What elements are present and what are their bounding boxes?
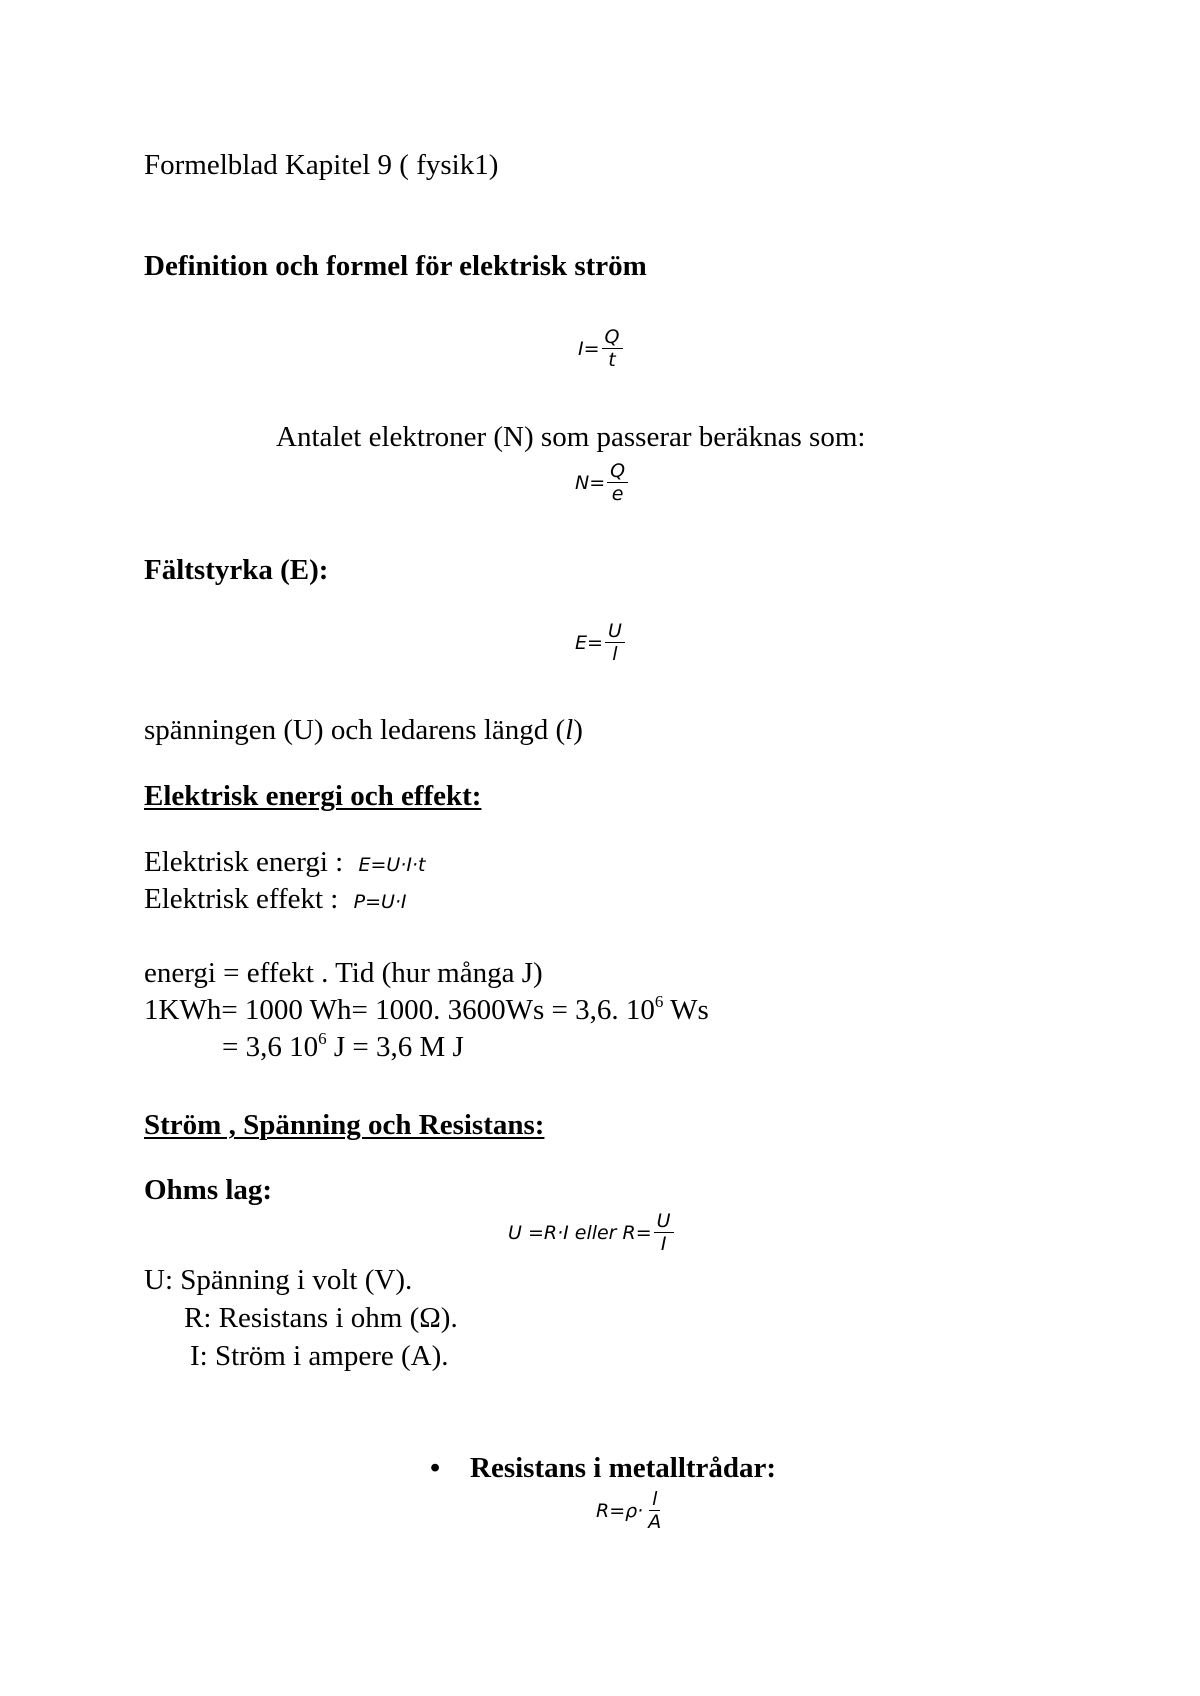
metal-resistance-item — [430, 1451, 776, 1485]
joule-text: = 3,6 10 — [222, 1031, 319, 1063]
formula-fraction — [607, 460, 628, 505]
formula-lhs: U =R·I eller R= — [508, 1221, 652, 1244]
formula-fraction — [605, 620, 625, 665]
ohms-law-heading: Ohms lag: — [144, 1174, 273, 1206]
ohms-law-formula — [508, 1210, 674, 1255]
fraction-numerator: l — [649, 1488, 660, 1511]
formula-lhs: E — [575, 631, 588, 654]
field-formula: E = $\frac{U}{l}$ — [575, 620, 625, 665]
energy-line — [144, 845, 425, 882]
exponent: 6 — [318, 1029, 327, 1048]
energy-heading: Elektrisk energi och effekt: — [144, 780, 482, 812]
energy-definition: energi = effekt . Tid (hur många J) — [144, 957, 543, 989]
document-title: Formelblad Kapitel 9 ( fysik1) — [144, 149, 499, 181]
field-heading: Fältstyrka (E): — [144, 554, 329, 586]
resistance-definition: R: Resistans i ohm (Ω). — [184, 1302, 458, 1334]
energy-label: Elektrisk energi : — [144, 846, 344, 878]
current-definition: I: Ström i ampere (A). — [190, 1340, 449, 1372]
fraction-denominator: e — [611, 483, 624, 505]
fraction-denominator: A — [648, 1511, 662, 1533]
current-formula: I = $\frac{Q}{t}$ — [578, 326, 623, 371]
power-formula: P=U·I — [353, 891, 407, 913]
formula-lhs: I — [578, 337, 584, 360]
formula-fraction — [602, 326, 623, 371]
fraction-numerator: Q — [602, 326, 623, 349]
formula-fraction — [654, 1210, 674, 1255]
current-heading: Definition och formel för elektrisk ström — [144, 250, 647, 282]
bullet: • — [430, 1452, 441, 1484]
exponent: 6 — [654, 992, 664, 1011]
power-label: Elektrisk effekt : — [144, 883, 339, 915]
power-line — [144, 882, 407, 919]
electron-count-formula: N = $\frac{Q}{e}$ — [575, 460, 628, 505]
fraction-denominator: I — [660, 1233, 667, 1255]
joule-conversion — [222, 1030, 464, 1064]
metal-resistance-formula — [596, 1488, 664, 1533]
fraction-numerator: Q — [607, 460, 628, 483]
formula-lhs: R=ρ· — [596, 1499, 644, 1522]
field-description — [144, 713, 583, 747]
fraction-denominator: l — [612, 643, 618, 665]
desc-text-end: ) — [573, 714, 583, 746]
resistance-heading: Ström , Spänning och Resistans: — [144, 1109, 545, 1141]
joule-unit: J = 3,6 M J — [326, 1031, 464, 1063]
kwh-unit: Ws — [663, 994, 709, 1026]
kwh-text: 1KWh= 1000 Wh= 1000. 3600Ws = 3,6. 10 — [144, 994, 655, 1026]
formula-fraction — [645, 1488, 664, 1533]
electron-count-text: Antalet elektroner (N) som passerar beräknas som: — [276, 421, 866, 453]
length-variable: l — [565, 714, 574, 746]
formula-lhs: N — [575, 471, 590, 494]
voltage-definition: U: Spänning i volt (V). — [144, 1264, 413, 1296]
metal-resistance-heading: Resistans i metalltrådar: — [470, 1452, 777, 1484]
fraction-numerator: U — [654, 1210, 674, 1233]
fraction-numerator: U — [605, 620, 625, 643]
energy-formula: E=U·I·t — [358, 854, 426, 876]
kwh-conversion — [144, 993, 709, 1027]
fraction-denominator: t — [608, 349, 616, 371]
desc-text: spänningen (U) och ledarens längd ( — [144, 714, 566, 746]
